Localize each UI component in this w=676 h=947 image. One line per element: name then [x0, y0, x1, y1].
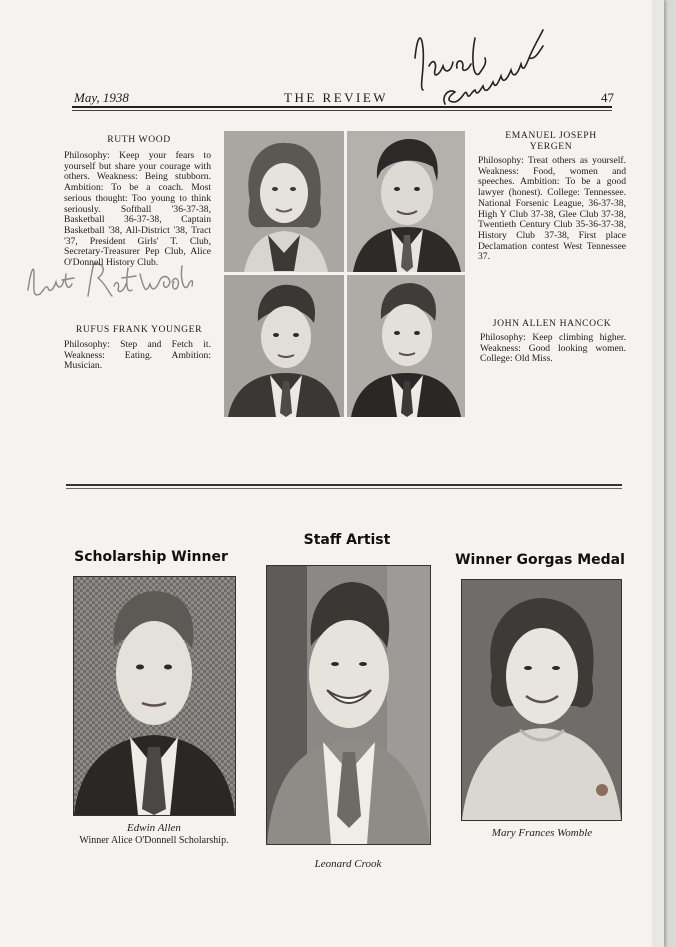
- senior-name-emanuel-yergen: [476, 130, 626, 152]
- senior-name-rufus-younger: RUFUS FRANK YOUNGER: [75, 324, 203, 335]
- issue-date: May, 1938: [74, 90, 129, 105]
- senior-bio-john-hancock: Philosophy: Keep climbing higher. Weakness: Good looking women. College: Old Miss.: [480, 332, 626, 365]
- page-edge: [652, 0, 664, 947]
- header-rule-thin: [72, 110, 612, 111]
- page-number: 47: [601, 90, 614, 105]
- senior-bio-emanuel-yergen: Philosophy: Treat others as yourself. Weakness: Food, women and speeches. Ambition: To be a good lawyer (honest). College: Tennessee. National Forsenic League, 36-37-38, High Y Club 37-38, Glee Club 37-38, Twentieth Century Club 35-36-37-38, History Club 37-38, First place Declamation contest West Tennessee 37.: [478, 155, 626, 263]
- senior-bio-rufus-younger: Philosophy: Step and Fetch it. Weakness: Eating. Ambition: Musician.: [64, 339, 211, 372]
- caption-edwin-allen: Edwin Allen: [127, 822, 181, 834]
- award-title-staff-artist: Staff Artist: [303, 532, 391, 548]
- portrait-rufus-younger: [224, 275, 344, 417]
- section-divider: [66, 484, 622, 486]
- senior-name-line2: YERGEN: [529, 141, 573, 152]
- subcaption-edwin-allen: Winner Alice O'Donnell Scholarship.: [79, 835, 229, 846]
- senior-name-ruth-wood: RUTH WOOD: [107, 134, 171, 145]
- portrait-john-hancock: [347, 275, 465, 417]
- publication-title: THE REVIEW: [284, 90, 389, 105]
- section-divider-thin: [66, 488, 622, 489]
- caption-mary-frances-womble: Mary Frances Womble: [491, 827, 593, 839]
- photo-mary-frances-womble: [461, 579, 622, 821]
- photo-leonard-crook: [266, 565, 431, 845]
- senior-name-line1: EMANUEL JOSEPH: [505, 130, 597, 141]
- portrait-emanuel-yergen: [347, 131, 465, 272]
- award-title-gorgas-medal: Winner Gorgas Medal: [455, 552, 625, 568]
- signature-emanuel: [405, 18, 565, 110]
- senior-bio-ruth-wood: Philosophy: Keep your fears to yourself but share your courage with others. Weakness: Being stubborn. Ambition: To be a coach. Most serious thought: Too young to think seriously. Softball '36-37-38, Basketball 36-37-38, Captain Basketball '38, All-District '38, Tract '37, President Girls' T. Club, Secretary-Treasurer Pep Club, Alice O'Donnell History Club.: [64, 150, 211, 269]
- portrait-ruth-wood: [224, 131, 344, 272]
- senior-name-john-hancock: JOHN ALLEN HANCOCK: [492, 318, 612, 329]
- award-title-scholarship: Scholarship Winner: [74, 549, 228, 565]
- header-rule: [72, 106, 612, 108]
- caption-leonard-crook: Leonard Crook: [314, 858, 382, 870]
- photo-edwin-allen: [73, 576, 236, 816]
